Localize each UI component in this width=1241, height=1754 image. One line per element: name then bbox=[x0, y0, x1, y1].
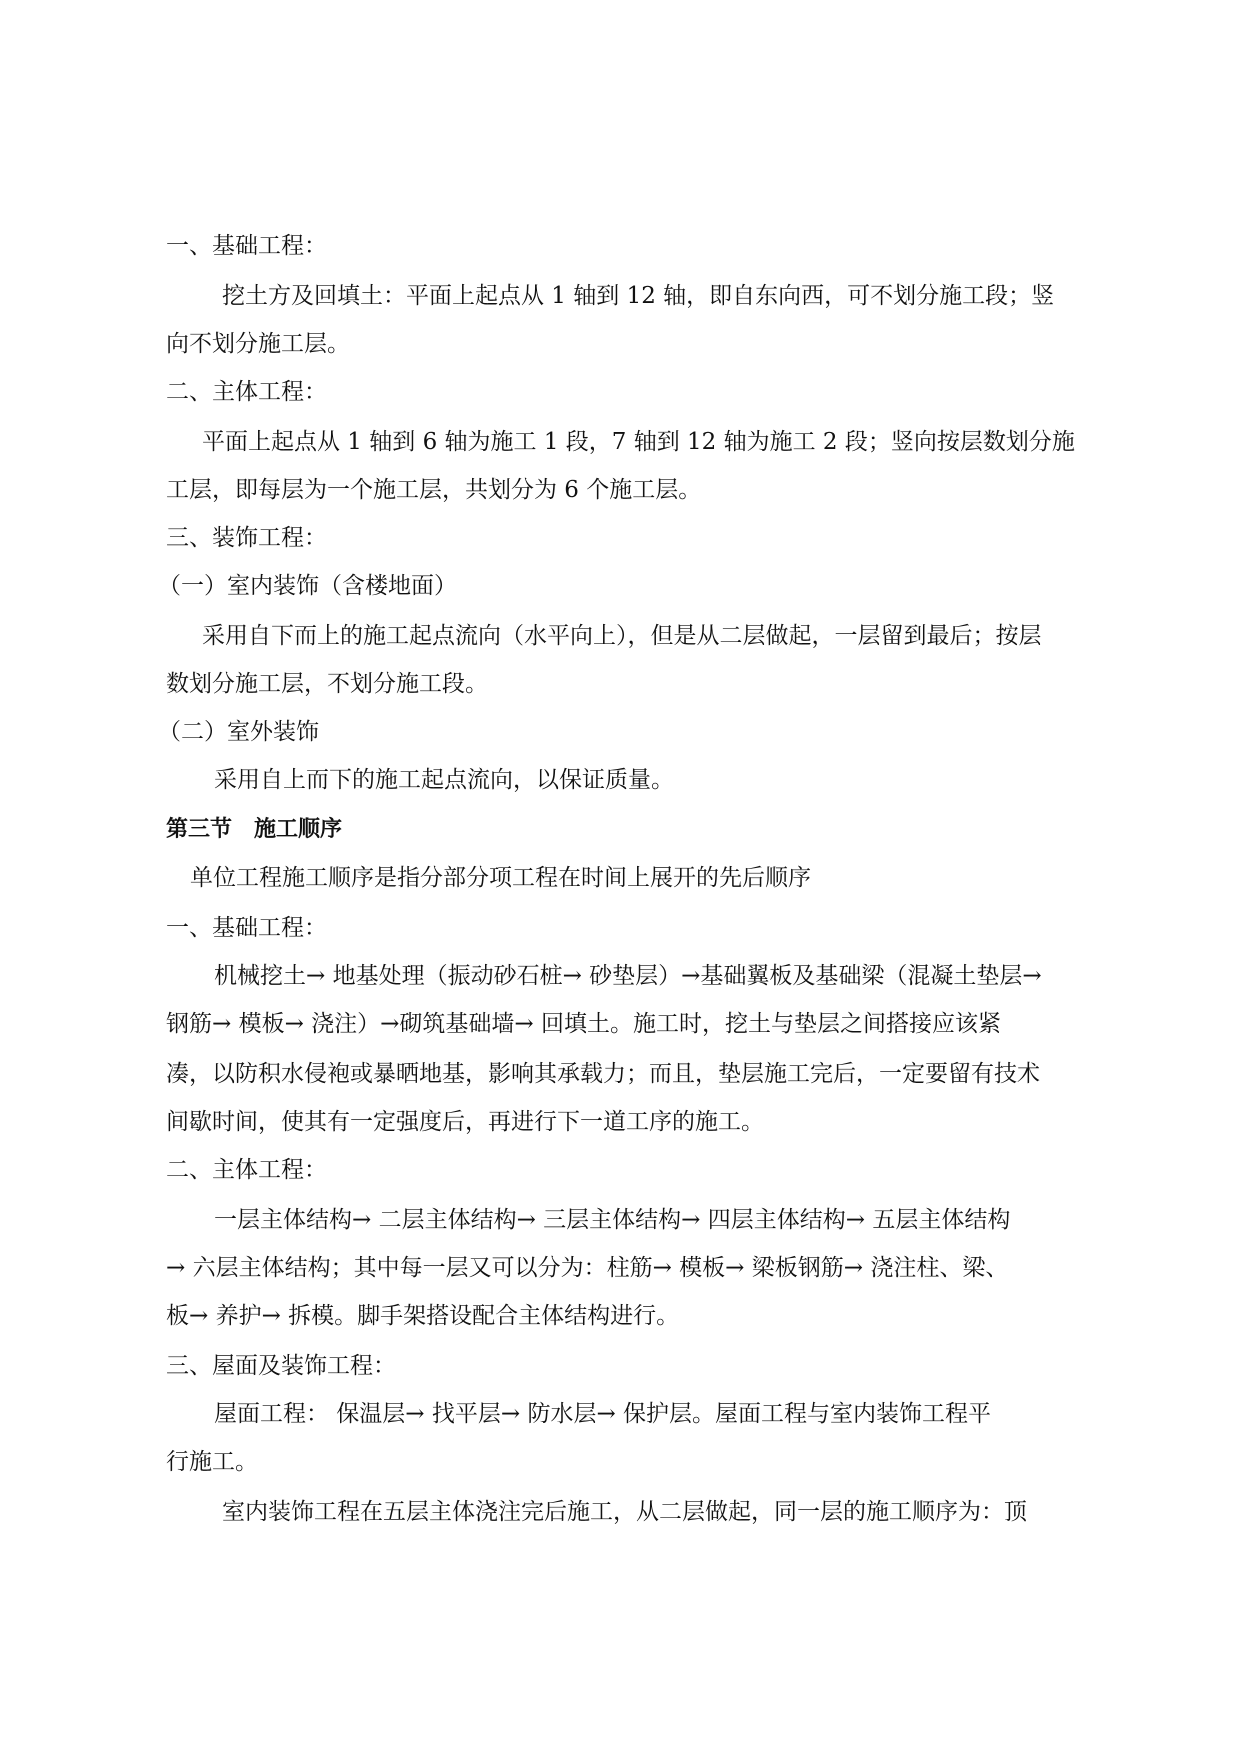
subheading-interior: （一）室内装饰（含楼地面） bbox=[158, 573, 457, 599]
paragraph-line: → 六层主体结构；其中每一层又可以分为：柱筋→ 模板→ 梁板钢筋→ 浇注柱、梁、 bbox=[166, 1255, 1009, 1281]
heading-decoration: 三、装饰工程： bbox=[166, 525, 327, 551]
section-title: 第三节 施工顺序 bbox=[166, 817, 343, 842]
subheading-exterior: （二）室外装饰 bbox=[158, 719, 319, 745]
paragraph-line: 机械挖土→ 地基处理（振动砂石桩→ 砂垫层）→基础翼板及基础梁（混凝土垫层→ bbox=[214, 963, 1042, 989]
paragraph-line: 凑，以防积水侵袍或暴晒地基，影响其承载力；而且，垫层施工完后，一定要留有技术 bbox=[166, 1061, 1040, 1087]
paragraph-line: 屋面工程： 保温层→ 找平层→ 防水层→ 保护层。屋面工程与室内装饰工程平 bbox=[214, 1401, 992, 1427]
paragraph-line: 一层主体结构→ 二层主体结构→ 三层主体结构→ 四层主体结构→ 五层主体结构 bbox=[214, 1207, 1011, 1233]
heading-foundation-sequence: 一、基础工程： bbox=[166, 915, 327, 941]
paragraph-line: 平面上起点从 1 轴到 6 轴为施工 1 段，7 轴到 12 轴为施工 2 段；竖向按层数划分施 bbox=[202, 429, 1075, 455]
paragraph-line: 挖土方及回填土：平面上起点从 1 轴到 12 轴，即自东向西，可不划分施工段；竖 bbox=[222, 283, 1055, 309]
paragraph-line: 向不划分施工层。 bbox=[166, 331, 350, 357]
paragraph-line: 单位工程施工顺序是指分部分项工程在时间上展开的先后顺序 bbox=[190, 865, 811, 891]
paragraph-line: 板→ 养护→ 拆模。脚手架搭设配合主体结构进行。 bbox=[166, 1303, 680, 1329]
heading-main-structure: 二、主体工程： bbox=[166, 379, 327, 405]
paragraph-line: 采用自上而下的施工起点流向，以保证质量。 bbox=[214, 767, 674, 793]
heading-roof-decoration: 三、屋面及装饰工程： bbox=[166, 1353, 396, 1379]
paragraph-line: 采用自下而上的施工起点流向（水平向上），但是从二层做起，一层留到最后；按层 bbox=[202, 623, 1042, 649]
heading-foundation: 一、基础工程： bbox=[166, 233, 327, 259]
paragraph-line: 数划分施工层，不划分施工段。 bbox=[166, 671, 488, 697]
paragraph-line: 工层，即每层为一个施工层，共划分为 6 个施工层。 bbox=[166, 477, 702, 503]
paragraph-line: 钢筋→ 模板→ 浇注）→砌筑基础墙→ 回填土。施工时，挖土与垫层之间搭接应该紧 bbox=[166, 1011, 1002, 1037]
paragraph-line: 室内装饰工程在五层主体浇注完后施工，从二层做起，同一层的施工顺序为：顶 bbox=[222, 1499, 1027, 1525]
heading-main-sequence: 二、主体工程： bbox=[166, 1157, 327, 1183]
paragraph-line: 行施工。 bbox=[166, 1449, 258, 1475]
paragraph-line: 间歇时间，使其有一定强度后，再进行下一道工序的施工。 bbox=[166, 1109, 764, 1135]
